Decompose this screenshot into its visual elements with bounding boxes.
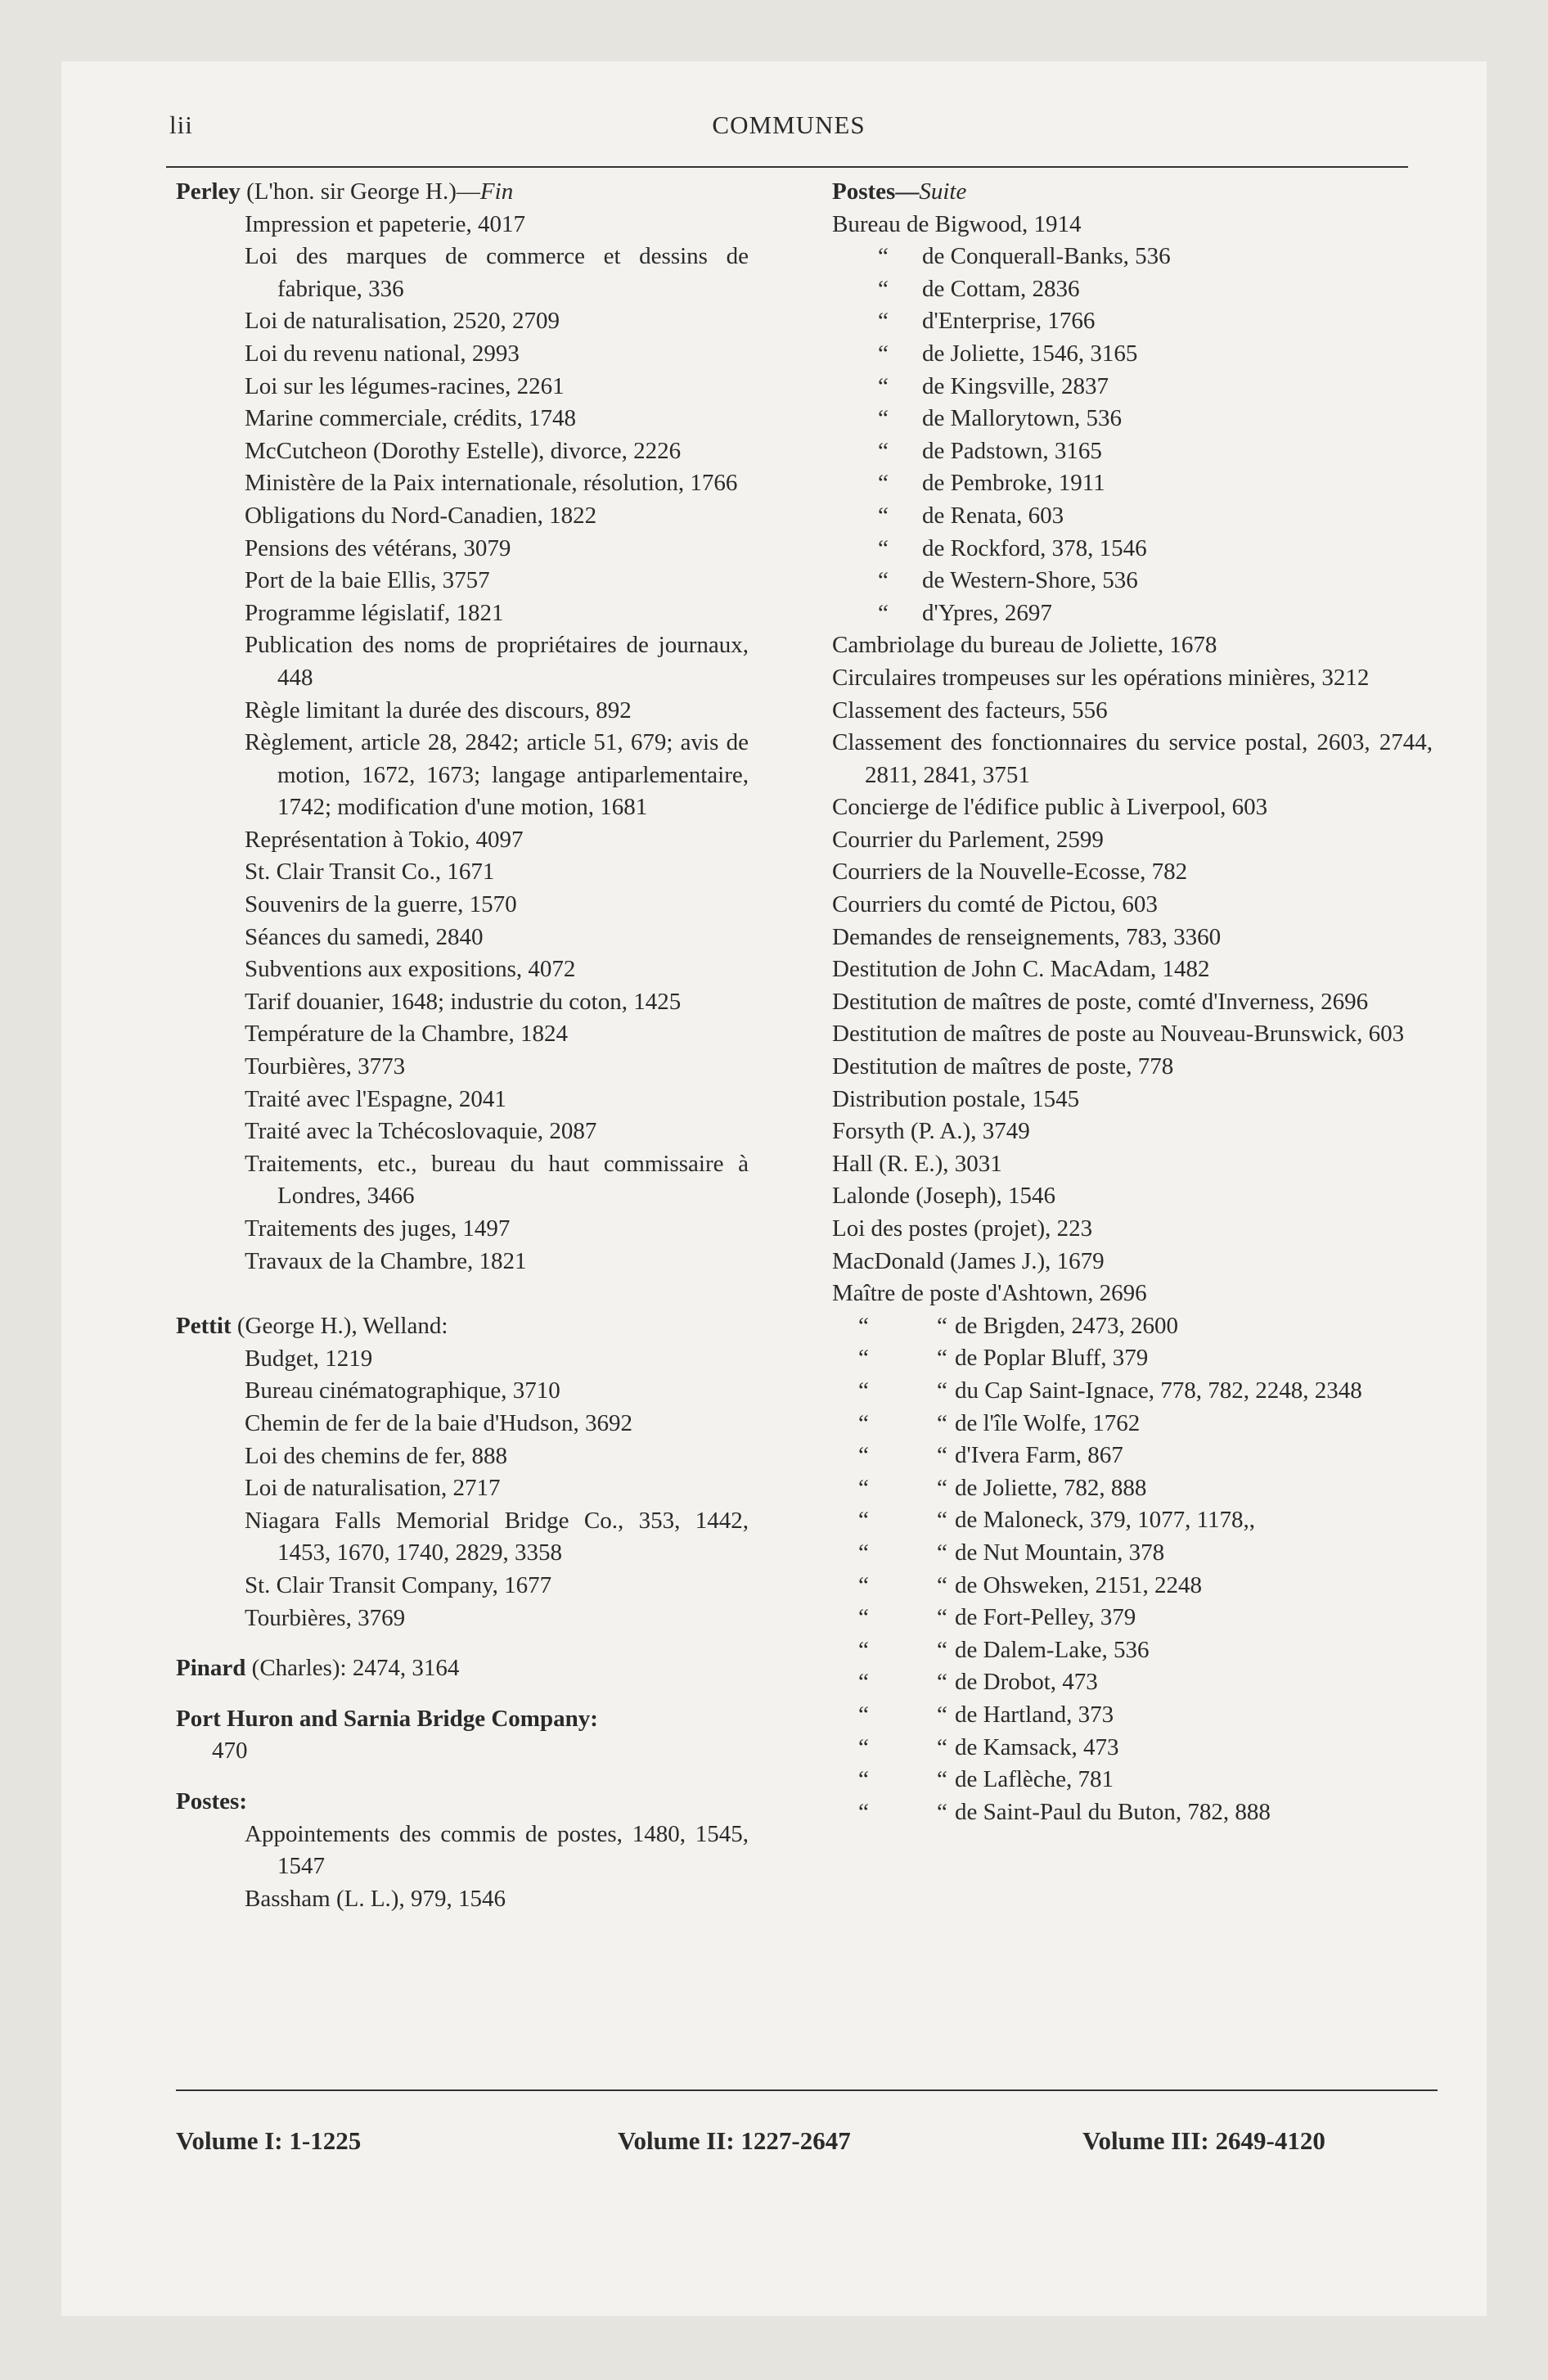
ditto-marks (832, 1375, 955, 1408)
ditto-marks (832, 1666, 955, 1699)
index-entry: Tarif douanier, 1648; industrie du coton, 1425 (245, 988, 682, 1015)
ditto-text: de Nut Mountain, 378 (955, 1539, 1165, 1566)
ditto-text: de Western-Shore, 536 (922, 567, 1138, 594)
index-entry: Loi des chemins de fer, 888 (245, 1442, 507, 1469)
ditto-marks (832, 1602, 955, 1634)
ditto-text: de Joliette, 782, 888 (955, 1474, 1147, 1501)
ditto-mark: “ (937, 1474, 947, 1501)
index-entry: Classement des facteurs, 556 (832, 696, 1108, 723)
ditto-text: de Conquerall-Banks, 536 (922, 243, 1171, 270)
ditto-text: de Drobot, 473 (955, 1669, 1098, 1696)
index-entry: Appointements des commis de postes, 1480, 1545, 1547 (245, 1820, 749, 1880)
ditto-entry (832, 241, 1433, 273)
ditto-mark: “ (937, 1571, 947, 1598)
ditto-text: de Poplar Bluff, 379 (955, 1345, 1149, 1372)
ditto-text: de Mallorytown, 536 (922, 405, 1123, 432)
ditto-marks (832, 1504, 955, 1537)
perley-heading: Perley (L'hon. sir George H.)—Fin (176, 178, 514, 205)
index-entry: Port de la baie Ellis, 3757 (245, 567, 490, 594)
index-entry: Destitution de maîtres de poste, 778 (832, 1053, 1174, 1080)
volume-2-range: Volume II: 1227-2647 (618, 2126, 851, 2155)
ditto-mark: “ (858, 1442, 869, 1469)
index-entry: Pensions des vétérans, 3079 (245, 534, 511, 561)
maitre-ibid-list (832, 1310, 1433, 1829)
ditto-mark: “ (878, 470, 889, 497)
ditto-text: de Dalem-Lake, 536 (955, 1636, 1150, 1663)
index-entry: Subventions aux expositions, 4072 (245, 956, 576, 983)
ditto-marks (832, 1732, 955, 1765)
bureau-ibid-list (832, 241, 1433, 629)
ditto-text: de Padstown, 3165 (922, 437, 1102, 464)
index-entry: Règle limitant la durée des discours, 892 (245, 696, 632, 723)
ditto-entry (832, 1699, 1433, 1732)
ditto-entry (832, 467, 1433, 500)
index-entry: Température de la Chambre, 1824 (245, 1021, 568, 1048)
ditto-marks (832, 1796, 955, 1829)
index-entry: Marine commerciale, crédits, 1748 (245, 405, 577, 432)
ditto-text: d'Ivera Farm, 867 (955, 1442, 1123, 1469)
ditto-entry (832, 1408, 1433, 1440)
index-entry: Loi des postes (projet), 223 (832, 1215, 1093, 1242)
index-columns (176, 176, 1433, 2075)
ditto-entry (832, 1796, 1433, 1829)
index-entry: Obligations du Nord-Canadien, 1822 (245, 502, 597, 529)
ditto-mark: “ (858, 1669, 869, 1696)
index-entry: Cambriolage du bureau de Joliette, 1678 (832, 632, 1217, 659)
postes-heading: Postes: (176, 1787, 247, 1814)
ditto-text: d'Enterprise, 1766 (922, 308, 1096, 335)
ditto-entry (832, 1504, 1433, 1537)
ditto-entry (832, 533, 1433, 566)
ditto-mark: “ (878, 534, 889, 561)
postes-suite-heading: Postes—Suite (832, 178, 967, 205)
ditto-mark: “ (858, 1604, 869, 1631)
ditto-marks (832, 1440, 955, 1472)
ditto-marks (832, 1537, 955, 1570)
ditto-entry (832, 1634, 1433, 1667)
spacer (176, 1278, 749, 1310)
ditto-mark: “ (858, 1474, 869, 1501)
ditto-mark: “ (937, 1539, 947, 1566)
index-entry: St. Clair Transit Company, 1677 (245, 1571, 552, 1598)
ditto-mark: “ (878, 275, 889, 302)
index-entry: Tourbières, 3773 (245, 1053, 406, 1080)
ditto-marks (832, 533, 922, 566)
index-entry: Budget, 1219 (245, 1345, 373, 1372)
index-entry: Courriers du comté de Pictou, 603 (832, 891, 1158, 918)
ditto-text: de Pembroke, 1911 (922, 470, 1105, 497)
ditto-marks (832, 1634, 955, 1667)
ditto-entry (832, 1440, 1433, 1472)
index-entry: Destitution de maîtres de poste, comté d'Inverness, 2696 (832, 988, 1369, 1015)
ditto-marks (832, 403, 922, 435)
pinard-heading: Pinard (Charles): 2474, 3164 (176, 1655, 460, 1682)
ditto-mark: “ (937, 1409, 947, 1436)
index-entry: Représentation à Tokio, 4097 (245, 826, 524, 853)
ditto-marks (832, 565, 922, 597)
ditto-mark: “ (858, 1571, 869, 1598)
ditto-marks (832, 467, 922, 500)
ditto-text: du Cap Saint-Ignace, 778, 782, 2248, 2348 (955, 1377, 1362, 1404)
ditto-mark: “ (878, 599, 889, 626)
ditto-text: de Kingsville, 2837 (922, 372, 1109, 399)
index-entry: Forsyth (P. A.), 3749 (832, 1118, 1030, 1145)
index-entry: Travaux de la Chambre, 1821 (245, 1247, 527, 1274)
bureau-entry: Bureau de Bigwood, 1914 (832, 210, 1082, 237)
ditto-mark: “ (878, 372, 889, 399)
index-entry: Bassham (L. L.), 979, 1546 (245, 1885, 506, 1912)
ditto-text: de l'île Wolfe, 1762 (955, 1409, 1141, 1436)
ditto-entry (832, 403, 1433, 435)
ditto-mark: “ (937, 1377, 947, 1404)
ditto-mark: “ (937, 1766, 947, 1793)
ditto-entry (832, 1602, 1433, 1634)
ditto-mark: “ (878, 405, 889, 432)
index-entry: Impression et papeterie, 4017 (245, 210, 526, 237)
ditto-mark: “ (858, 1507, 869, 1534)
index-entry: Destitution de maîtres de poste au Nouveau-Brunswick, 603 (832, 1021, 1405, 1048)
ditto-mark: “ (858, 1345, 869, 1372)
ditto-text: de Saint-Paul du Buton, 782, 888 (955, 1798, 1271, 1825)
ditto-text: de Rockford, 378, 1546 (922, 534, 1147, 561)
index-entry: Loi des marques de commerce et dessins de fabrique, 336 (245, 243, 749, 302)
ditto-entry (832, 565, 1433, 597)
ditto-mark: “ (858, 1798, 869, 1825)
ditto-mark: “ (937, 1701, 947, 1728)
ditto-mark: “ (937, 1604, 947, 1631)
ditto-entry (832, 371, 1433, 403)
left-column (176, 176, 749, 1915)
index-entry: Distribution postale, 1545 (832, 1085, 1080, 1112)
index-entry: Publication des noms de propriétaires de journaux, 448 (245, 632, 749, 691)
ditto-entry (832, 1342, 1433, 1375)
index-entry: Classement des fonctionnaires du service postal, 2603, 2744, 2811, 2841, 3751 (832, 729, 1433, 788)
ditto-marks (832, 500, 922, 533)
ditto-entry (832, 338, 1433, 371)
ditto-mark: “ (858, 1539, 869, 1566)
ditto-mark: “ (937, 1669, 947, 1696)
ditto-mark: “ (858, 1312, 869, 1339)
ditto-mark: “ (937, 1507, 947, 1534)
index-entry: Courriers de la Nouvelle-Ecosse, 782 (832, 859, 1188, 886)
index-entry: Loi de naturalisation, 2717 (245, 1475, 501, 1502)
pettit-entries (176, 1343, 749, 1634)
ditto-mark: “ (937, 1636, 947, 1663)
index-entry: Destitution de John C. MacAdam, 1482 (832, 956, 1210, 983)
index-entry: Loi sur les légumes-racines, 2261 (245, 372, 565, 399)
volume-footer (176, 2126, 1438, 2167)
index-entry: St. Clair Transit Co., 1671 (245, 859, 495, 886)
index-entry: Circulaires trompeuses sur les opérations minières, 3212 (832, 664, 1370, 691)
volume-3-range: Volume III: 2649-4120 (1082, 2126, 1325, 2155)
index-entry: Programme législatif, 1821 (245, 599, 504, 626)
ditto-entry (832, 1764, 1433, 1796)
ditto-marks (832, 1408, 955, 1440)
ditto-text: de Maloneck, 379, 1077, 1178,, (955, 1507, 1256, 1534)
index-entry: McCutcheon (Dorothy Estelle), divorce, 2226 (245, 437, 682, 464)
index-entry: Courrier du Parlement, 2599 (832, 826, 1104, 853)
ditto-mark: “ (858, 1409, 869, 1436)
ditto-marks (832, 1699, 955, 1732)
index-entry: Traité avec l'Espagne, 2041 (245, 1085, 506, 1112)
ditto-entry (832, 1537, 1433, 1570)
spacer (176, 1634, 749, 1652)
ditto-entry (832, 435, 1433, 468)
port-huron-pages: 470 (212, 1738, 248, 1765)
ditto-marks (832, 435, 922, 468)
index-entry: Ministère de la Paix internationale, résolution, 1766 (245, 470, 738, 497)
ditto-marks (832, 305, 922, 338)
right-entries (832, 629, 1433, 1278)
ditto-marks (832, 1764, 955, 1796)
index-entry: Traité avec la Tchécoslovaquie, 2087 (245, 1118, 597, 1145)
ditto-marks (832, 273, 922, 306)
ditto-marks (832, 1342, 955, 1375)
pettit-heading: Pettit (George H.), Welland: (176, 1313, 448, 1340)
ditto-marks (832, 338, 922, 371)
ditto-mark: “ (878, 567, 889, 594)
index-entry: Chemin de fer de la baie d'Hudson, 3692 (245, 1409, 632, 1436)
ditto-mark: “ (878, 340, 889, 367)
ditto-mark: “ (858, 1733, 869, 1760)
index-entry: Traitements, etc., bureau du haut commissaire à Londres, 3466 (245, 1150, 749, 1210)
volume-1-range: Volume I: 1-1225 (176, 2126, 362, 2155)
ditto-marks (832, 241, 922, 273)
ditto-text: de Brigden, 2473, 2600 (955, 1312, 1179, 1339)
perley-entries (176, 209, 749, 1278)
ditto-marks (832, 1472, 955, 1505)
index-entry: Demandes de renseignements, 783, 3360 (832, 923, 1222, 950)
ditto-entry (832, 1570, 1433, 1602)
ditto-text: de Renata, 603 (922, 502, 1064, 529)
running-head (169, 110, 1408, 151)
ditto-entry (832, 1375, 1433, 1408)
ditto-marks (832, 1570, 955, 1602)
port-huron-heading: Port Huron and Sarnia Bridge Company: (176, 1705, 598, 1732)
ditto-mark: “ (858, 1636, 869, 1663)
top-rule (166, 166, 1408, 168)
ditto-mark: “ (937, 1798, 947, 1825)
ditto-marks (832, 597, 922, 630)
ditto-text: d'Ypres, 2697 (922, 599, 1052, 626)
ditto-entry (832, 1732, 1433, 1765)
spacer (176, 1768, 749, 1786)
ditto-mark: “ (858, 1377, 869, 1404)
index-entry: Lalonde (Joseph), 1546 (832, 1183, 1056, 1210)
ditto-entry (832, 1310, 1433, 1343)
index-entry: MacDonald (James J.), 1679 (832, 1247, 1105, 1274)
index-entry: Niagara Falls Memorial Bridge Co., 353, 1442, 1453, 1670, 1740, 2829, 3358 (245, 1507, 749, 1566)
postes-entries (176, 1819, 749, 1916)
ditto-mark: “ (878, 308, 889, 335)
index-entry: Souvenirs de la guerre, 1570 (245, 891, 517, 918)
ditto-entry (832, 597, 1433, 630)
ditto-mark: “ (878, 437, 889, 464)
document-page (61, 61, 1487, 2316)
ditto-text: de Joliette, 1546, 3165 (922, 340, 1138, 367)
ditto-mark: “ (937, 1442, 947, 1469)
index-entry: Traitements des juges, 1497 (245, 1215, 511, 1242)
ditto-text: de Cottam, 2836 (922, 275, 1080, 302)
index-entry: Séances du samedi, 2840 (245, 923, 484, 950)
bottom-rule (176, 2089, 1438, 2091)
ditto-entry (832, 500, 1433, 533)
spacer (176, 1685, 749, 1703)
ditto-mark: “ (858, 1701, 869, 1728)
ditto-entry (832, 305, 1433, 338)
ditto-text: de Fort-Pelley, 379 (955, 1604, 1136, 1631)
index-entry: Règlement, article 28, 2842; article 51, 679; avis de motion, 1672, 1673; langage antiparlementaire, 1742; modification d'une motion, 1681 (245, 729, 749, 821)
ditto-entry (832, 1472, 1433, 1505)
right-column (832, 176, 1433, 1828)
index-entry: Loi du revenu national, 2993 (245, 340, 520, 367)
section-title: COMMUNES (712, 110, 866, 139)
ditto-mark: “ (858, 1766, 869, 1793)
ditto-mark: “ (878, 502, 889, 529)
ditto-text: de Hartland, 373 (955, 1701, 1114, 1728)
page-number: lii (169, 110, 193, 139)
ditto-mark: “ (937, 1345, 947, 1372)
ditto-entry (832, 1666, 1433, 1699)
ditto-text: de Laflèche, 781 (955, 1766, 1114, 1793)
index-entry: Bureau cinématographique, 3710 (245, 1377, 560, 1404)
ditto-entry (832, 273, 1433, 306)
ditto-mark: “ (878, 243, 889, 270)
index-entry: Hall (R. E.), 3031 (832, 1150, 1002, 1177)
ditto-mark: “ (937, 1733, 947, 1760)
index-entry: Loi de naturalisation, 2520, 2709 (245, 308, 560, 335)
index-entry: Tourbières, 3769 (245, 1604, 406, 1631)
ditto-text: de Kamsack, 473 (955, 1733, 1119, 1760)
ditto-marks (832, 1310, 955, 1343)
ditto-marks (832, 371, 922, 403)
index-entry: Concierge de l'édifice public à Liverpool, 603 (832, 794, 1268, 821)
maitre-entry: Maître de poste d'Ashtown, 2696 (832, 1280, 1147, 1307)
ditto-mark: “ (937, 1312, 947, 1339)
ditto-text: de Ohsweken, 2151, 2248 (955, 1571, 1203, 1598)
